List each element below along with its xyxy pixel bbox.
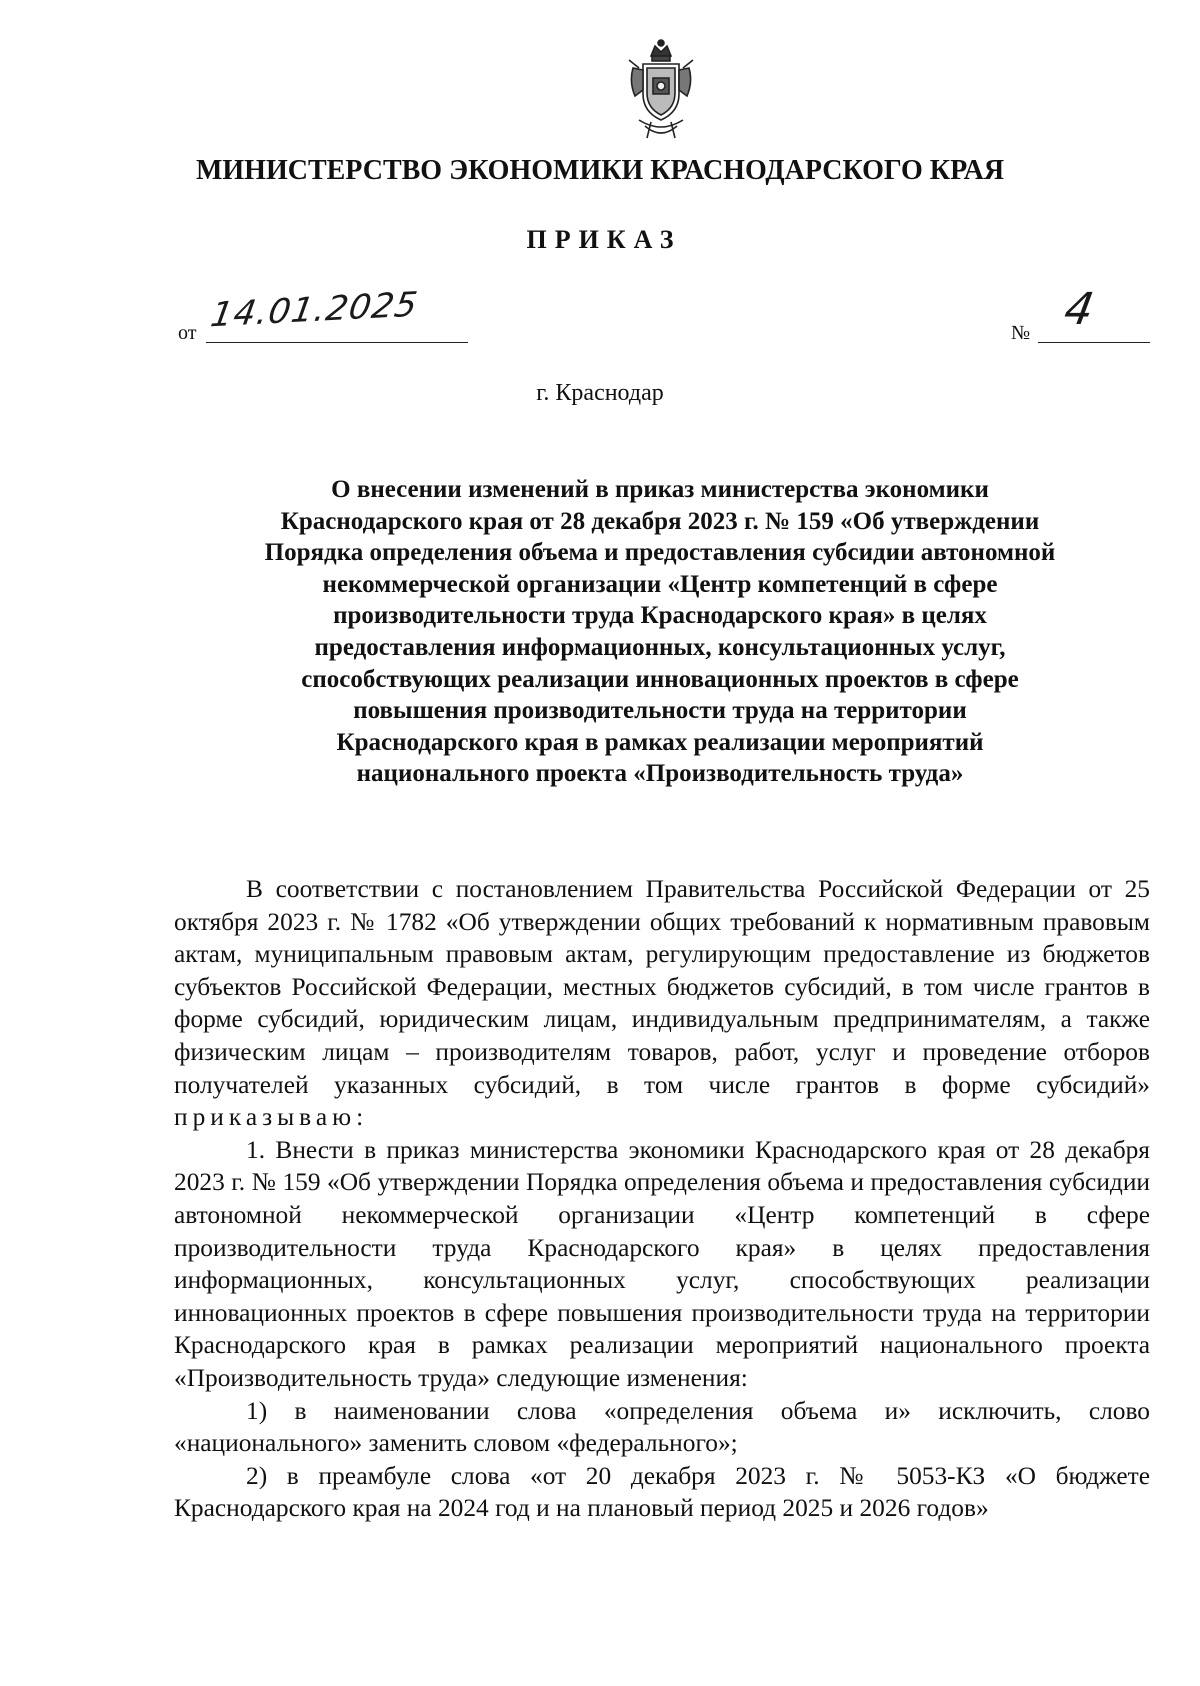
date-number-row (0, 284, 1200, 350)
preamble-paragraph (174, 873, 1150, 1134)
subitem-2-paragraph: 2) в преамбуле слова «от 20 декабря 2023 г. № 5053-КЗ «О бюджете Краснодарского края на 2024 год и на плановый период 2025 и 2026 годов» (174, 1461, 1150, 1523)
date-prefix: от (178, 322, 197, 344)
item-1-paragraph: 1. Внести в приказ министерства экономики Краснодарского края от 28 декабря 2023 г. № 159 «Об утверждении Порядка определения объема и предоставления субсидии автономной некоммерческой организации «Центр компетенций в сфере производительности труда Краснодарского края» в целях предоставления информационных, консультационных услуг, способствующих реализации инновационных проектов в сфере повышения производительности труда на территории Краснодарского края в рамках реализации мероприятий национального проекта «Производительность труда» следующие изменения: (174, 1135, 1150, 1392)
document-type-title: ПРИКАЗ (526, 225, 682, 254)
city-label: г. Краснодар (536, 380, 664, 406)
preamble-text: В соответствии с постановлением Правительства Российской Федерации от 25 октября 2023 г. № 1782 «Об утверждении общих требований к нормативным правовым актам, муниципальным правовым актам, регулирующим предоставление из бюджетов субъектов Российской Федерации, местных бюджетов субсидий, в том числе грантов в форме субсидий, юридическим лицам, индивидуальным предпринимателям, а также физическим лицам – производителям товаров, работ, услуг и проведение отборов получателей указанных субсидий, в том числе грантов в форме субсидий» (174, 875, 1150, 1099)
subitem-1-paragraph: 1) в наименовании слова «определения объема и» исключить, слово «национального» заменить словом «федерального»; (174, 1396, 1150, 1458)
number-prefix: № (1011, 322, 1031, 344)
handwritten-date: 14.01.2025 (207, 284, 421, 336)
order-word: приказываю: (174, 1103, 369, 1132)
handwritten-number: 4 (1060, 284, 1098, 335)
document-body (174, 873, 1150, 1525)
date-underline (206, 342, 468, 343)
ministry-name: МИНИСТЕРСТВО ЭКОНОМИКИ КРАСНОДАРСКОГО КРАЯ (195, 155, 1005, 186)
order-subject: О внесении изменений в приказ министерства экономики Краснодарского края от 28 декабря 2023 г. № 159 «Об утверждении Порядка определения объема и предоставления субсидии автономной некоммерческой организации «Центр компетенций в сфере производительности труда Краснодарского края» в целях предоставления информационных, консультационных услуг, способствующих реализации инновационных проектов в сфере повышения производительности труда на территории Краснодарского края в рамках реализации мероприятий национального проекта «Производительность труда» (264, 476, 1056, 788)
coat-of-arms-icon (625, 38, 697, 144)
number-underline (1038, 342, 1150, 343)
